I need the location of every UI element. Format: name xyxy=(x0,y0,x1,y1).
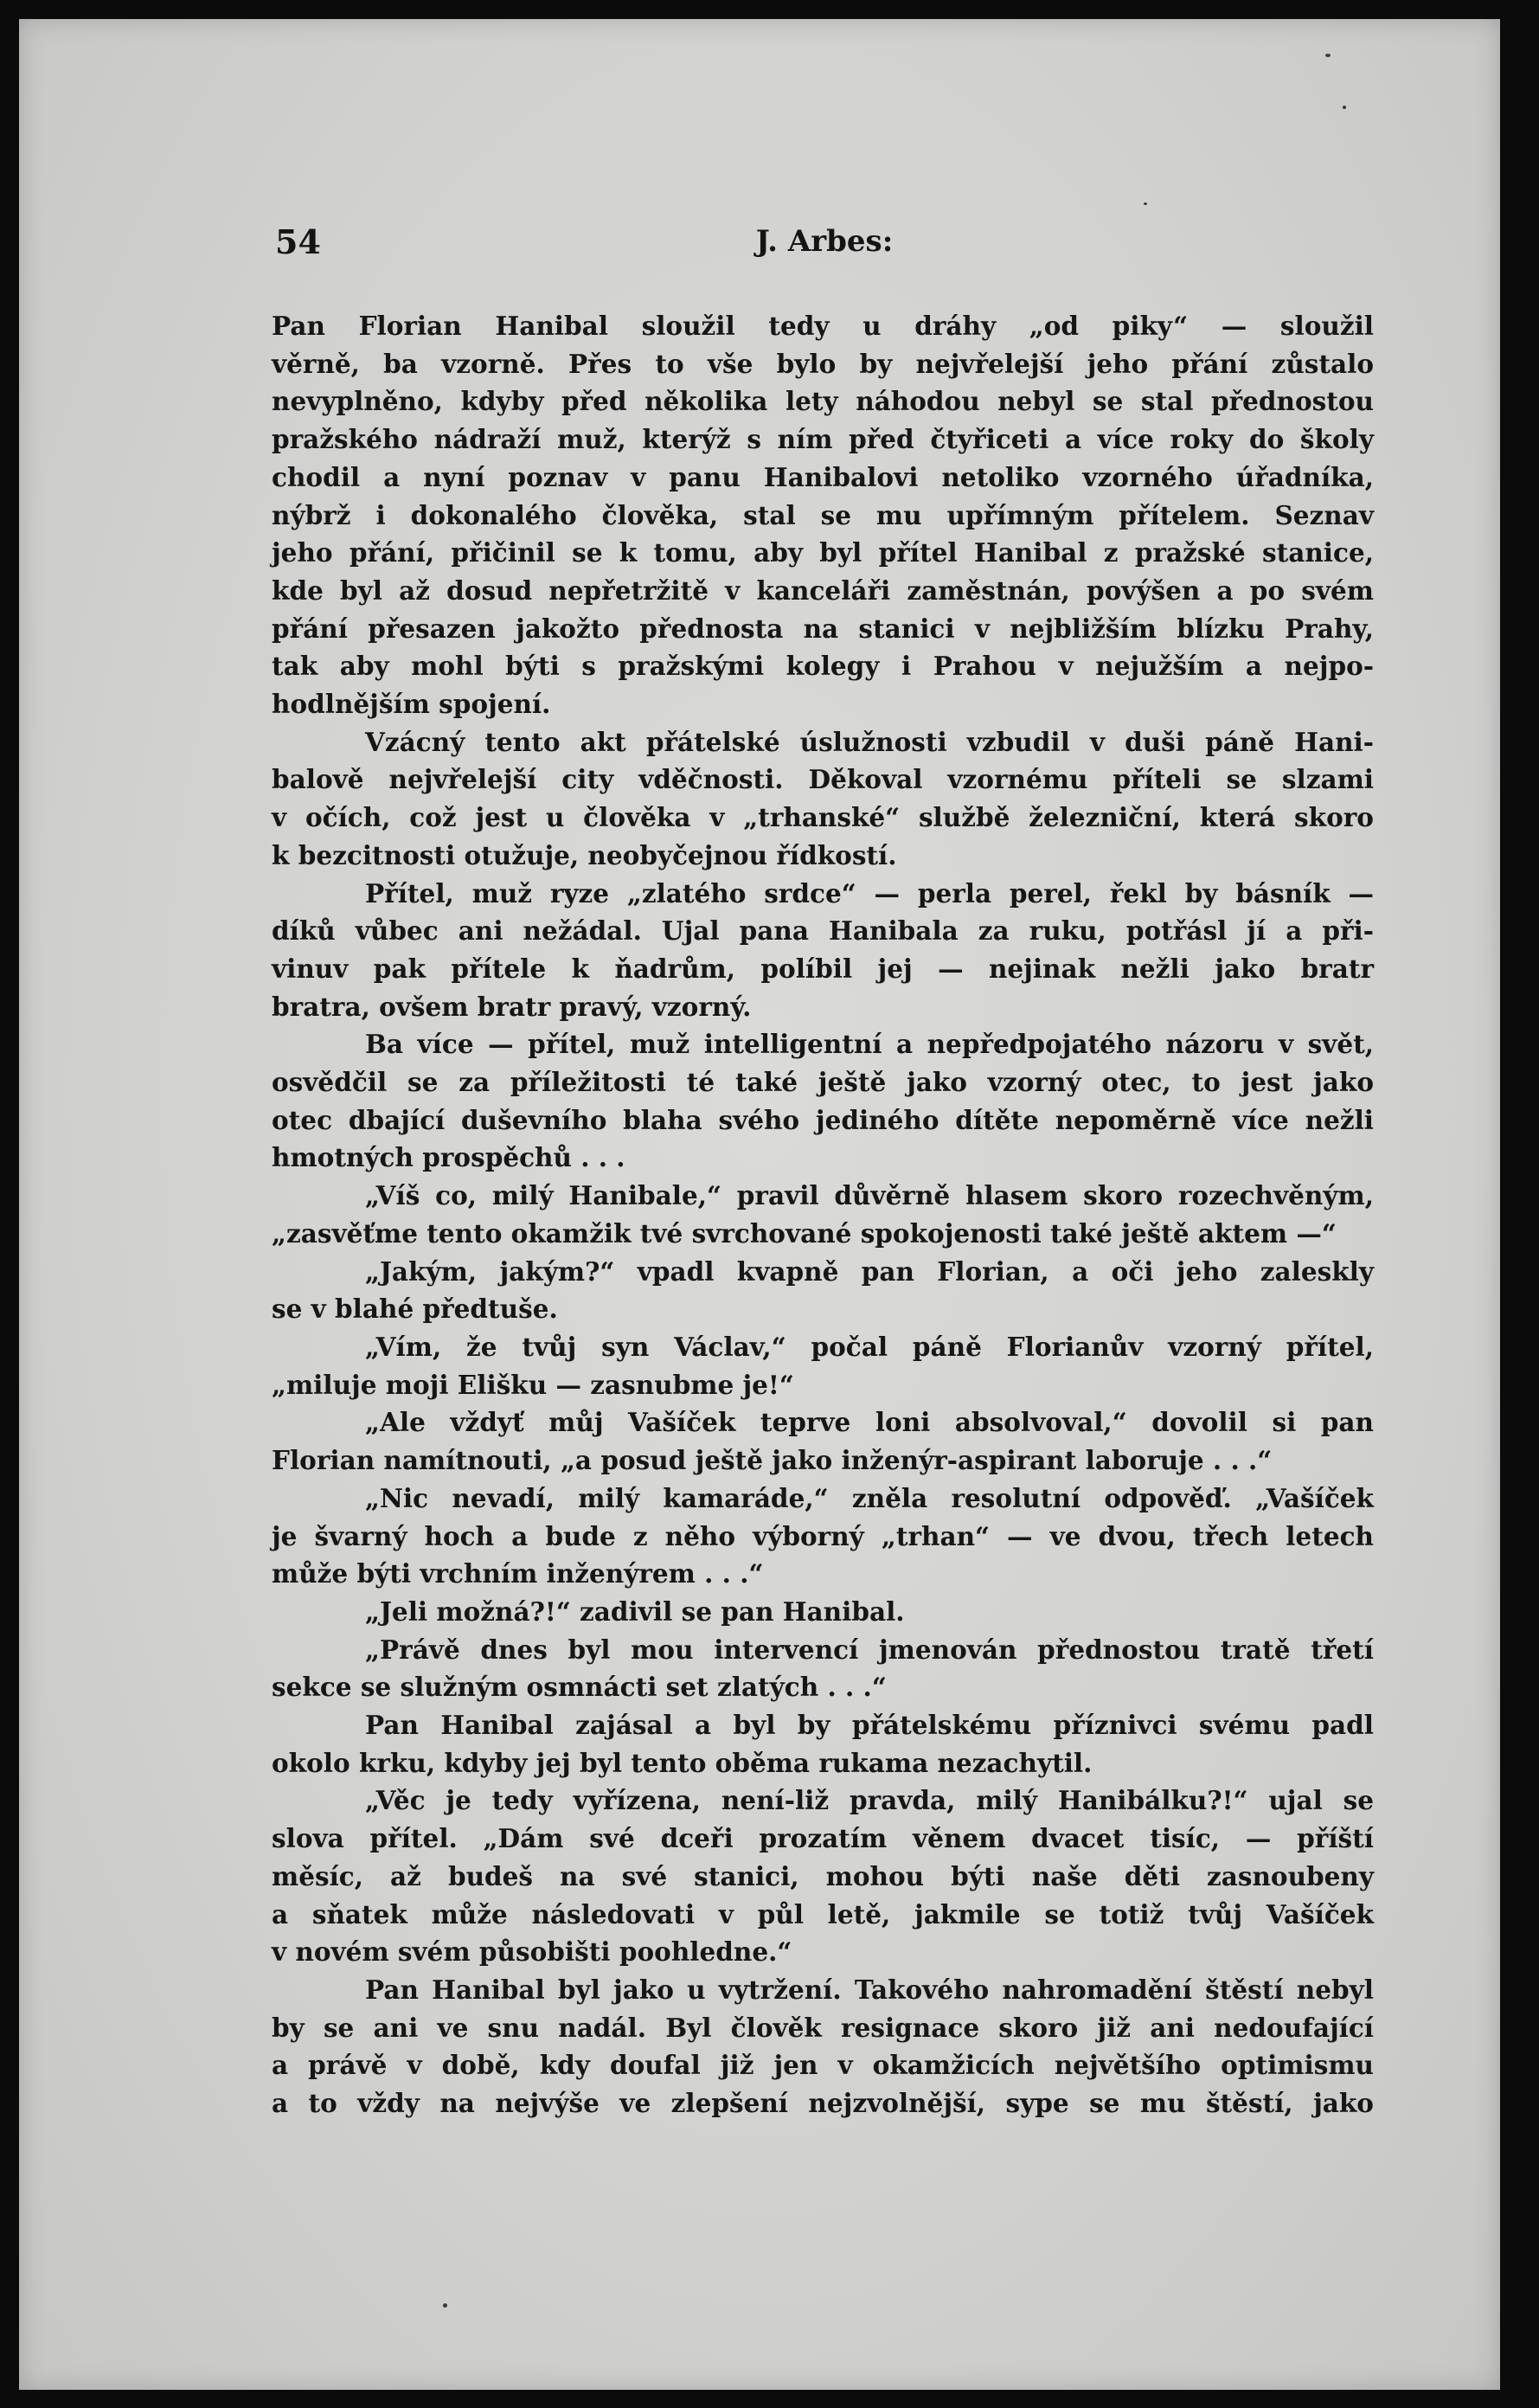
text-line: slova přítel. „Dám své dceři prozatím věnem dvacet tisíc, — příští xyxy=(272,1823,1374,1854)
text-line: „miluje moji Elišku — zasnubme je!“ xyxy=(272,1369,794,1400)
page-header xyxy=(275,222,1374,274)
text-line: „Jakým, jakým?“ vpadl kvapně pan Florian, a oči jeho zaleskly xyxy=(365,1255,1374,1287)
paragraph xyxy=(272,1593,1374,1631)
body-text xyxy=(272,307,1374,2122)
text-line: bratra, ovšem bratr pravý, vzorný. xyxy=(272,991,752,1022)
text-line: sekce se služným osmnácti set zlatých . . .“ xyxy=(272,1672,887,1703)
paragraph xyxy=(272,307,1374,723)
text-line: „Ale vždyť můj Vašíček teprve loni absolvoval,“ dovolil si pan xyxy=(365,1407,1374,1438)
text-line: tak aby mohl býti s pražskými kolegy i Prahou v nejužším a nejpo- xyxy=(272,651,1374,682)
paragraph xyxy=(272,1403,1374,1479)
page-number: 54 xyxy=(275,222,321,261)
book-page xyxy=(19,19,1500,2390)
text-line: hodlnějším spojení. xyxy=(272,689,551,720)
text-line: otec dbající duševního blaha svého jediného dítěte nepoměrně více nežli xyxy=(272,1104,1374,1135)
paragraph xyxy=(272,1971,1374,2122)
text-line: a právě v době, kdy doufal již jen v okamžicích největšího optimismu xyxy=(272,2050,1374,2081)
text-line: okolo krku, kdyby jej byl tento oběma rukama nezachytil. xyxy=(272,1747,1093,1778)
paragraph xyxy=(272,1328,1374,1403)
paragraph xyxy=(272,1631,1374,1706)
text-line: Ba více — přítel, muž intelligentní a nepředpojatého názoru v svět, xyxy=(365,1029,1374,1060)
text-line: přání přesazen jakožto přednosta na stanici v nejbližším blízku Prahy, xyxy=(272,613,1374,644)
paragraph xyxy=(272,1706,1374,1782)
paragraph xyxy=(272,1253,1374,1328)
text-line: Pan Hanibal byl jako u vytržení. Takového nahromadění štěstí nebyl xyxy=(365,1974,1374,2005)
text-line: k bezcitnosti otužuje, neobyčejnou řídkostí. xyxy=(272,839,897,870)
text-line: v očích, což jest u člověka v „trhanské“ službě železniční, která skoro xyxy=(272,802,1374,833)
paragraph xyxy=(272,723,1374,875)
paper-speck xyxy=(1144,202,1147,205)
text-line: se v blahé předtuše. xyxy=(272,1294,558,1325)
paper-speck xyxy=(1325,54,1331,57)
text-line: nevyplněno, kdyby před několika lety náhodou nebyl se stal přednostou xyxy=(272,386,1374,417)
text-line: věrně, ba vzorně. Přes to vše bylo by nejvřelejší jeho přání zůstalo xyxy=(272,348,1374,379)
running-head: J. Arbes: xyxy=(755,224,894,259)
text-line: „Jeli možná?!“ zadivil se pan Hanibal. xyxy=(365,1596,905,1627)
text-line: Přítel, muž ryze „zlatého srdce“ — perla perel, řekl by básník — xyxy=(365,877,1374,909)
paragraph xyxy=(272,1177,1374,1252)
text-line: Vzácný tento akt přátelské úslužnosti vzbudil v duši páně Hani- xyxy=(365,726,1374,757)
paragraph xyxy=(272,875,1374,1026)
paragraph xyxy=(272,1480,1374,1593)
text-line: je švarný hoch a bude z něho výborný „trhan“ — ve dvou, třech letech xyxy=(272,1520,1374,1551)
text-line: „Nic nevadí, milý kamaráde,“ zněla resolutní odpověď. „Vašíček xyxy=(365,1482,1374,1513)
paragraph xyxy=(272,1025,1374,1177)
text-line: nýbrž i dokonalého člověka, stal se mu upřímným přítelem. Seznav xyxy=(272,499,1374,530)
text-line: může býti vrchním inženýrem . . .“ xyxy=(272,1558,764,1589)
text-line: pražského nádraží muž, kterýž s ním před čtyřiceti a více roky do školy xyxy=(272,424,1374,455)
text-line: Pan Florian Hanibal sloužil tedy u dráhy „od piky“ — sloužil xyxy=(272,311,1374,341)
text-line: osvědčil se za příležitosti té také ještě jako vzorný otec, to jest jako xyxy=(272,1067,1374,1098)
text-line: „Věc je tedy vyřízena, není-liž pravda, milý Hanibálku?!“ ujal se xyxy=(365,1785,1374,1816)
text-line: „Vím, že tvůj syn Václav,“ počal páně Florianův vzorný přítel, xyxy=(365,1331,1374,1362)
text-line: a sňatek může následovati v půl letě, jakmile se totiž tvůj Vašíček xyxy=(272,1898,1374,1930)
text-line: „zasvěťme tento okamžik tvé svrchované spokojenosti také ještě aktem —“ xyxy=(272,1217,1337,1249)
text-line: vinuv pak přítele k ňadrům, políbil jej — nejinak nežli jako bratr xyxy=(272,953,1374,984)
text-line: chodil a nyní poznav v panu Hanibalovi netoliko vzorného úřadníka, xyxy=(272,461,1374,492)
text-line: by se ani ve snu nadál. Byl člověk resignace skoro již ani nedoufající xyxy=(272,2012,1374,2043)
text-line: balově nejvřelejší city vděčnosti. Děkoval vzornému příteli se slzami xyxy=(272,764,1374,795)
text-line: „Právě dnes byl mou intervencí jmenován přednostou tratě třetí xyxy=(365,1634,1374,1665)
text-line: hmotných prospěchů . . . xyxy=(272,1142,625,1173)
text-line: Florian namítnouti, „a posud ještě jako inženýr-aspirant laboruje . . .“ xyxy=(272,1445,1273,1476)
text-line: v novém svém působišti poohledne.“ xyxy=(272,1936,792,1968)
text-line: a to vždy na nejvýše ve zlepšení nejzvolnější, sype se mu štěstí, jako xyxy=(272,2088,1374,2119)
text-line: díků vůbec ani nežádal. Ujal pana Hanibala za ruku, potřásl jí a při- xyxy=(272,915,1374,947)
paragraph xyxy=(272,1782,1374,1971)
text-line: měsíc, až budeš na své stanici, mohou býti naše děti zasnoubeny xyxy=(272,1860,1374,1891)
text-line: kde byl až dosud nepřetržitě v kanceláři zaměstnán, povýšen a po svém xyxy=(272,575,1374,606)
paper-speck xyxy=(443,2303,447,2308)
text-line: „Víš co, milý Hanibale,“ pravil důvěrně hlasem skoro rozechvěným, xyxy=(365,1180,1374,1211)
text-line: Pan Hanibal zajásal a byl by přátelskému příznivci svému padl xyxy=(365,1710,1374,1741)
text-line: jeho přání, přičinil se k tomu, aby byl přítel Hanibal z pražské stanice, xyxy=(272,537,1374,568)
paper-speck xyxy=(1343,106,1346,109)
